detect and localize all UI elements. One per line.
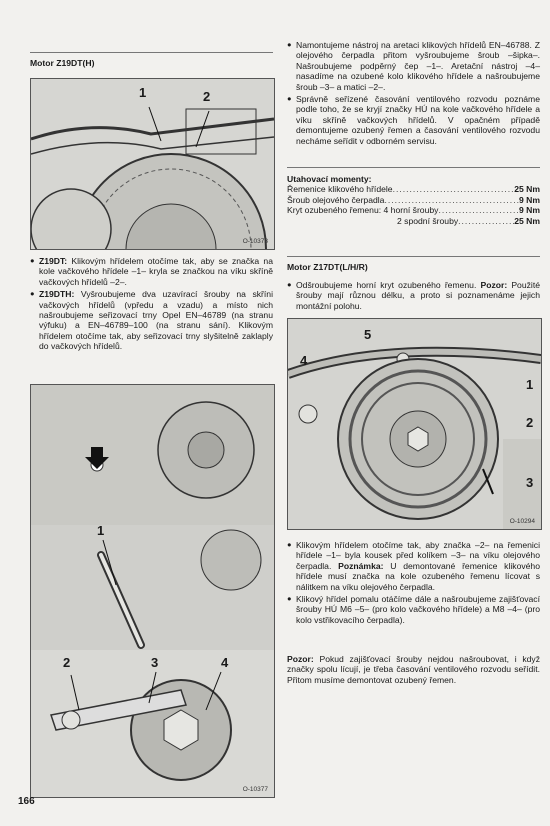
- list-item: ● Namontujeme nástroj na aretaci klikových hřídelů EN–46788. Z olejového čerpadla přitom vyšroubujeme šroub –šipka–. Našroubujeme podpěrný čep –1–. Aretační nástroj –4– nasadíme na ozubené kolo klikového hřídele a našroubujeme šroub –3– a matici –2–.: [287, 40, 540, 92]
- figure-pulley-marks: [287, 318, 542, 530]
- callout-3: 3: [151, 655, 159, 670]
- callout-2: 2: [63, 655, 71, 670]
- torque-row: Řemenice klikového hřídele ..... 25 Nm: [287, 184, 540, 194]
- figure-camshaft-marks: [30, 78, 275, 250]
- figure-id: O-10373: [242, 238, 268, 245]
- list-item: ● Z19DT: Klikovým hřídelem otočíme tak, aby se značka na kole vačkového hřídele –1– kryla se značkou na víku skříně vačkových hřídelů –2–.: [30, 256, 273, 287]
- callout-2: 2: [526, 415, 534, 430]
- torque-row: Kryt ozubeného řemenu: 4 horní šrouby ..... 9 Nm: [287, 205, 540, 215]
- figure-crankshaft-lock-tool: [30, 384, 275, 798]
- list-item: ● Z19DTH: Vyšroubujeme dva uzavírací šrouby na skříni vačkových hřídelů (vpředu a vzadu) a místo nich našroubujeme seřizovací trny Opel EN–46789 (na stranu výfuku) a EN–46789–100 (na stranu sání). Klikovým hřídelem otočíme tak, aby seřizovací trny slyšitelně zaklaply do vačkových hřídelů.: [30, 289, 273, 351]
- figure-camshaft-drawing: [31, 79, 274, 249]
- list-item: ● Odšroubujeme horní kryt ozubeného řemenu. Pozor: Použité šrouby mají různou délku, a proto si poznamenáme jejich montážní polohu.: [287, 280, 540, 311]
- torque-divider: [287, 167, 540, 168]
- top-rule-left: [30, 52, 273, 53]
- bullet-list-z19dt: [30, 256, 273, 354]
- list-item: ● Správně seřízené časování ventilového rozvodu poznáme podle toho, že se kryjí značky HÚ na kole vačkového hřídele a víku skříně vačkových hřídelů. V opačném případě demontujeme ozubený řemen a časování ventilového rozvodu necháme seřídit v odborném servisu.: [287, 94, 540, 146]
- torque-row: Šroub olejového čerpadla ..... 9 Nm: [287, 195, 540, 205]
- torque-table: [287, 170, 540, 226]
- callout-2: 2: [203, 89, 211, 104]
- callout-4: 4: [221, 655, 229, 670]
- list-item: ● Klikovým hřídelem otočíme tak, aby značka –2– na řemenici hřídele –1– byla kousek před kolíkem –3– na víku olejového čerpadla. Poznámka: U demontované řemenice klikového hřídele musí značka na kole ozubeného řemenu lícovat s nálitkem na víku olejového čerpadla.: [287, 540, 540, 592]
- callout-3: 3: [526, 475, 534, 490]
- figure-tool-drawing: [31, 385, 274, 797]
- section-title-z19dt: Motor Z19DT(H): [30, 58, 95, 68]
- callout-5: 5: [364, 327, 372, 342]
- final-warning: Pozor: Pokud zajišťovací šrouby nejdou našroubovat, i když značky spolu lícují, je třeba časování ventilového rozvodu seřídit. Přitom musíme demontovat ozubený řemen.: [287, 654, 540, 685]
- bullet-list-cover: [287, 280, 540, 313]
- section-title-z17dt: Motor Z17DT(L/H/R): [287, 262, 368, 272]
- torque-row: 2 spodní šrouby ..... 25 Nm: [287, 216, 540, 226]
- bullet-list-locking-tool: [287, 40, 540, 148]
- callout-1: 1: [139, 85, 147, 100]
- callout-1: 1: [526, 377, 534, 392]
- figure-id: O-10377: [242, 786, 268, 793]
- figure-pulley-drawing: [288, 319, 541, 529]
- section-rule-right: [287, 256, 540, 257]
- page-number: 166: [18, 796, 35, 807]
- callout-4: 4: [300, 353, 308, 368]
- callout-1: 1: [97, 523, 105, 538]
- bullet-list-rotation: [287, 540, 540, 627]
- list-item: ● Klikový hřídel pomalu otáčíme dále a našroubujeme zajišťovací šrouby HÚ M6 –5– (pro kolo vačkového hřídele) a M8 –4– (pro kolo vstřikovacího čerpadla).: [287, 594, 540, 625]
- torque-title: Utahovací momenty:: [287, 174, 372, 184]
- figure-id: O-10294: [509, 518, 535, 525]
